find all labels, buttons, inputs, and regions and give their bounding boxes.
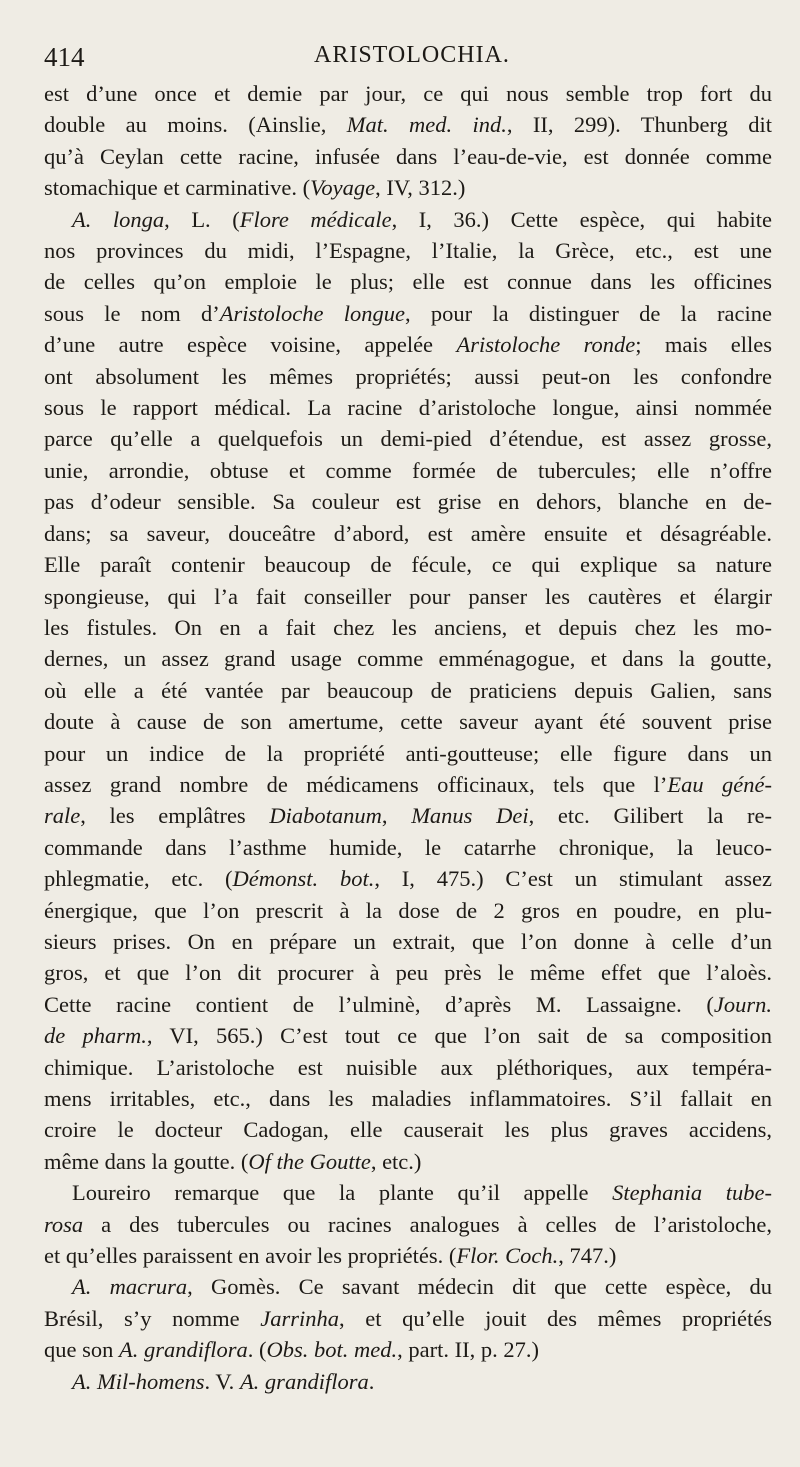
text-segment: unie, arrondie, obtuse et comme formée de tubercules; elle n’offre: [44, 457, 772, 483]
text-segment: croire le docteur Cadogan, elle causerait les plus graves accidens,: [44, 1117, 772, 1143]
text-line: [44, 298, 772, 329]
text-line: [44, 738, 772, 769]
text-line: [44, 675, 772, 706]
text-segment: Loureiro remarque que la plante qu’il appelle: [72, 1180, 613, 1206]
italic-segment: Aristoloche ronde: [456, 332, 636, 358]
text-segment: énergique, que l’on prescrit à la dose de 2 gros en poudre, en plu-: [44, 897, 772, 923]
italic-segment: Flore médicale: [239, 206, 392, 232]
text-segment: sous le nom d’: [44, 300, 220, 326]
text-segment: dans; sa saveur, douceâtre d’abord, est amère ensuite et désagréable.: [44, 520, 772, 546]
text-segment: que son: [44, 1337, 119, 1363]
text-line: [44, 1114, 772, 1145]
text-line: [44, 266, 772, 297]
text-segment: pour un indice de la propriété anti-goutteuse; elle figure dans un: [44, 740, 772, 766]
text-segment: où elle a été vantée par beaucoup de praticiens depuis Galien, sans: [44, 677, 772, 703]
italic-segment: Démonst. bot.: [232, 866, 375, 892]
text-line: [44, 172, 772, 203]
italic-segment: A. Mil-homens: [72, 1368, 205, 1394]
text-segment: stomachique et carminative. (: [44, 175, 311, 201]
text-line: [44, 1240, 772, 1271]
text-segment: , IV, 312.): [375, 175, 466, 201]
text-segment: , etc. Gilibert la re-: [528, 803, 772, 829]
italic-segment: Mat. med. ind.: [346, 112, 507, 138]
text-line: [44, 235, 772, 266]
text-segment: , L. (: [164, 206, 240, 232]
text-segment: nos provinces du midi, l’Espagne, l’Italie, la Grèce, etc., est une: [44, 238, 772, 264]
text-line: [44, 643, 772, 674]
text-line: [44, 392, 772, 423]
text-segment: sous le rapport médical. La racine d’aristoloche longue, ainsi nommée: [44, 395, 772, 421]
running-title: ARISTOLOCHIA.: [314, 42, 510, 68]
text-line: [44, 1020, 772, 1051]
text-line: [44, 581, 772, 612]
text-segment: chimique. L’aristoloche est nuisible aux pléthoriques, aux tempéra-: [44, 1054, 772, 1080]
text-segment: , et qu’elle jouit des mêmes propriétés: [338, 1305, 773, 1331]
text-line: [44, 895, 772, 926]
text-segment: spongieuse, qui l’a fait conseiller pour panser les cautères et élargir: [44, 583, 772, 609]
text-segment: , les emplâtres: [80, 803, 270, 829]
text-segment: pas d’odeur sensible. Sa couleur est grise en dehors, blanche en de-: [44, 489, 772, 515]
text-line: [44, 800, 772, 831]
italic-segment: Aristoloche longue: [219, 300, 405, 326]
text-segment: Brésil, s’y nomme: [44, 1305, 261, 1331]
italic-segment: rale: [44, 803, 81, 829]
text-segment: assez grand nombre de médicamens officinaux, tels que l’: [44, 771, 668, 797]
text-line: [44, 1052, 772, 1083]
text-segment: , 747.): [558, 1243, 617, 1269]
text-line: [44, 78, 772, 109]
text-line: [44, 1271, 772, 1302]
italic-segment: Of the Goutte: [248, 1148, 371, 1174]
text-line: [44, 486, 772, 517]
text-line: [44, 957, 772, 988]
text-segment: doute à cause de son amertume, cette saveur ayant été souvent prise: [44, 709, 772, 735]
text-segment: , pour la distinguer de la racine: [404, 300, 772, 326]
text-segment: , VI, 565.) C’est tout ce que l’on sait de sa composition: [146, 1023, 772, 1049]
text-segment: de celles qu’on emploie le plus; elle est connue dans les officines: [44, 269, 772, 295]
italic-segment: A. grandiflora: [119, 1337, 248, 1363]
page-header: [44, 36, 764, 76]
text-segment: , II, 299). Thunberg dit: [506, 112, 772, 138]
text-line: [44, 832, 772, 863]
text-segment: gros, et que l’on dit procurer à peu près le même effet que l’aloès.: [44, 960, 772, 986]
text-line: [44, 1146, 772, 1177]
italic-segment: de pharm.: [44, 1023, 147, 1049]
italic-segment: rosa: [44, 1211, 84, 1237]
text-segment: sieurs prises. On en prépare un extrait, que l’on donne à celle d’un: [44, 928, 772, 954]
text-line: [44, 863, 772, 894]
text-line: [44, 204, 772, 235]
text-segment: d’une autre espèce voisine, appelée: [44, 332, 457, 358]
italic-segment: Obs. bot. med.: [266, 1337, 398, 1363]
text-segment: , I, 36.) Cette espèce, qui habite: [391, 206, 772, 232]
text-segment: Elle paraît contenir beaucoup de fécule, ce qui explique sa nature: [44, 552, 772, 578]
text-segment: et qu’elles paraissent en avoir les propriétés. (: [44, 1243, 457, 1269]
text-line: [44, 518, 772, 549]
italic-segment: Diabotanum: [269, 803, 382, 829]
text-line: [44, 706, 772, 737]
text-segment: .: [368, 1368, 375, 1394]
text-segment: , I, 475.) C’est un stimulant assez: [374, 866, 772, 892]
text-segment: mens irritables, etc., dans les maladies inflammatoires. S’il fallait en: [44, 1086, 772, 1111]
italic-segment: Jarrinha: [260, 1305, 339, 1331]
text-line: [44, 423, 772, 454]
italic-segment: Flor. Coch.: [456, 1243, 559, 1269]
text-segment: , Gomès. Ce savant médecin dit que cette espèce, du: [187, 1274, 772, 1300]
text-line: [44, 1177, 772, 1208]
text-segment: les fistules. On en a fait chez les anciens, et depuis chez les mo-: [44, 614, 772, 640]
text-segment: , etc.): [370, 1148, 422, 1174]
text-line: [44, 1334, 772, 1365]
text-line: [44, 361, 772, 392]
text-segment: même dans la goutte. (: [44, 1148, 249, 1174]
text-line: [44, 455, 772, 486]
text-segment: ; mais elles: [635, 332, 773, 358]
text-segment: est d’une once et demie par jour, ce qui nous semble trop fort du: [44, 81, 772, 106]
italic-segment: Journ.: [713, 991, 772, 1017]
italic-segment: Eau géné-: [667, 771, 772, 797]
text-line: [44, 1209, 772, 1240]
text-line: [44, 1366, 772, 1397]
text-segment: . (: [247, 1337, 267, 1363]
text-line: [44, 769, 772, 800]
text-segment: double au moins. (Ainslie,: [44, 112, 347, 138]
text-segment: , part. II, p. 27.): [397, 1337, 539, 1363]
text-segment: phlegmatie, etc. (: [44, 866, 233, 892]
text-line: [44, 612, 772, 643]
text-segment: . V.: [204, 1368, 240, 1394]
italic-segment: A. longa: [72, 206, 165, 232]
text-segment: Cette racine contient de l’ulminè, d’après M. Lassaigne. (: [44, 991, 714, 1017]
text-segment: dernes, un assez grand usage comme emménagogue, et dans la goutte,: [44, 646, 772, 672]
body-text: [44, 78, 772, 1397]
text-line: [44, 329, 772, 360]
text-segment: qu’à Ceylan cette racine, infusée dans l’eau-de-vie, est donnée comme: [44, 143, 772, 169]
text-segment: parce qu’elle a quelquefois un demi-pied d’étendue, est assez grosse,: [44, 426, 772, 452]
text-line: [44, 109, 772, 140]
text-segment: commande dans l’asthme humide, le catarrhe chronique, la leuco-: [44, 834, 772, 860]
text-segment: ont absolument les mêmes propriétés; aussi peut-on les confondre: [44, 363, 772, 389]
text-line: [44, 549, 772, 580]
text-line: [44, 926, 772, 957]
text-line: [44, 989, 772, 1020]
italic-segment: A. macrura: [72, 1274, 188, 1300]
text-line: [44, 1083, 772, 1114]
italic-segment: Manus Dei: [411, 803, 529, 829]
italic-segment: Voyage: [310, 175, 376, 201]
text-line: [44, 1303, 772, 1334]
italic-segment: Stephania tube-: [612, 1180, 772, 1206]
text-segment: ,: [381, 803, 412, 829]
text-segment: a des tubercules ou racines analogues à celles de l’aristoloche,: [83, 1211, 772, 1237]
page-number: 414: [44, 42, 85, 72]
text-line: [44, 141, 772, 172]
italic-segment: A. grandiflora: [239, 1368, 369, 1394]
